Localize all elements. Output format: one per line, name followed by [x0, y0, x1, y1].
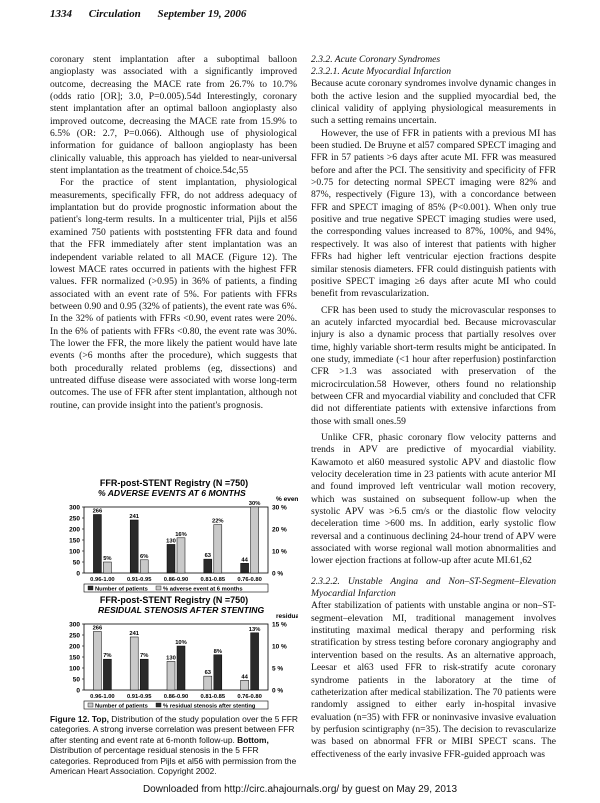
y-tick-label: 100: [69, 548, 80, 556]
y-tick-label: 300: [69, 504, 80, 512]
legend-label: % adverse event at 6 months: [163, 586, 243, 593]
y-tick-label: 0: [76, 687, 80, 695]
data-label: 10%: [175, 640, 187, 646]
y-tick-label: 150: [69, 654, 80, 662]
bar-percent: [214, 655, 222, 690]
bar-patients: [204, 559, 212, 573]
y-tick-label: 250: [69, 632, 80, 640]
y2-tick-label: 10 %: [272, 548, 287, 556]
right-axis-label: residua: [276, 613, 298, 620]
left-column: [50, 54, 297, 412]
caption-bottom-text: Distribution of percentage residual stenosis in the 5 FFR categories. Reproduced from Pijls et al56 with permission from the American Heart Association. Copyright 2002.: [50, 745, 297, 777]
data-label: 63: [204, 670, 212, 677]
y-tick-label: 50: [72, 676, 80, 684]
bar-patients: [93, 514, 101, 573]
x-tick-label: 0.86-0.90: [163, 577, 189, 583]
bar-percent: [251, 507, 259, 573]
left-paragraph: coronary stent implantation after a suboptimal balloon angioplasty was associated with a significantly improved outcome, decreasing the MACE rate from 26.7% to 10.7% (odds ratio [OR]; 3.0, P=0.005).54d Interestingly, coronary stent implantation after an optimal balloon angioplasty also improved outcome, decreasing the MACE rate from 15.9% to 6.5% (OR: 2.7, P=0.066). Although use of physiological information for guidance of balloon angioplasty has been clinically valuable, this approach has yielded to near-universal stent implantation as the treatment of choice.54c,55: [50, 54, 297, 177]
y-tick-label: 200: [69, 526, 80, 534]
y-tick-label: 150: [69, 537, 80, 545]
data-label: 16%: [175, 531, 187, 538]
bar-percent: [214, 525, 222, 573]
right-paragraph: However, the use of FFR in patients with a previous MI has been studied. De Bruyne et al57 compared SPECT imaging and FFR in 57 patients >6 days after acute MI. FFR was measured before and after the PCI. The sensitivity and specificity of FFR >0.75 for detecting normal SPECT imaging were 82% and 87%, respectively (Figure 13), with a concordance between FFR and SPECT imaging of 85% (P<0.001). When only true positive and true negative SPECT imaging studies were used, the corresponding values increased to 87%, 100%, and 94%, respectively. It was also of interest that patients with higher FFRs had higher left ventricular ejection fractions despite similar stenosis diameters. FFR could distinguish patients with positive SPECT imaging ≥6 days after acute MI who could benefit from revascularization.: [311, 127, 556, 300]
y2-tick-label: 0 %: [272, 570, 284, 578]
data-label: 63: [204, 553, 212, 560]
data-label: 22%: [211, 518, 224, 525]
legend-swatch: [156, 703, 161, 707]
chart-subtitle: RESIDUAL STENOSIS AFTER STENTING: [98, 605, 265, 615]
x-tick-label: 0.86-0.90: [163, 694, 189, 700]
subsection-heading: 2.3.2.2. Unstable Angina and Non–ST-Segment–Elevation Myocardial Infarction: [311, 575, 556, 600]
y-tick-label: 300: [69, 621, 80, 629]
legend-swatch: [156, 586, 161, 590]
x-tick-label: 0.81-0.85: [200, 694, 226, 700]
caption-top-text: Distribution of the study population over the 5 FFR categories. A strong inverse correlation was present between FFR after stenting and event rate at 6-month follow-up.: [50, 714, 298, 745]
x-tick-label: 0.96-1.00: [90, 694, 115, 700]
legend-label: Number of patients: [95, 586, 148, 593]
y2-tick-label: 0 %: [272, 687, 284, 695]
left-paragraph: For the practice of stent implantation, physiological measurements, specifically FFR, do not address adequacy of implantation but do provide prognostic information about the patient's long-term results. In a multicenter trial, Pijls et al56 examined 750 patients with poststenting FFR data and found that the FFR immediately after stent implantation was an independent variable related to all MACE (Figure 12). The lowest MACE rates occurred in patients with the highest FFR values. FFR normalized (>0.95) in 36% of patients, a finding associated with an event rate of 5%. For patients with FFRs between 0.90 and 0.95 (32% of patients), the event rate was 6%. In the 32% of patients with FFRs <0.90, event rates were 20%. In the 6% of patients with FFRs <0.80, the event rate was 30%. The lower the FFR, the more likely the patient would have late events (>6 months after the procedure), which suggests that both procedurally related problems (eg, dissections) and untreated diffuse disease were associated with worse long-term outcomes. The use of FFR after stent implantation, although not routine, can provide insight into the patient's prognosis.: [50, 177, 297, 411]
data-label: 7%: [140, 653, 149, 660]
running-header: [50, 8, 260, 20]
y-tick-label: 0: [76, 570, 80, 578]
issue-date: September 19, 2006: [157, 8, 247, 20]
data-label: 130: [166, 538, 176, 545]
y2-tick-label: 20 %: [272, 526, 287, 534]
data-label: 266: [92, 508, 103, 515]
right-column: [311, 54, 556, 761]
bar-percent: [140, 560, 148, 573]
bar-patients: [130, 637, 138, 690]
data-label: 241: [129, 630, 140, 637]
right-paragraph: CFR has been used to study the microvascular responses to an acutely infarcted myocardial bed. Because microvascular injury is also a dynamic process that partially resolves over time, highly variable short-term results might be anticipated. In one study, immediate (<1 hour after reperfusion) postinfarction CFR >1.3 was associated with preservation of the microcirculation.58 However, others found no relationship between CFR and myocardial viability and concluded that CFR did not differentiate patients with extensive infarctions from those with small ones.59: [311, 304, 556, 427]
figure-12-bottom-chart: [50, 594, 298, 715]
y-tick-label: 200: [69, 643, 80, 651]
legend-label: Number of patients: [95, 703, 148, 710]
bar-patients: [93, 631, 101, 690]
x-tick-label: 0.91-0.95: [126, 694, 152, 700]
right-paragraph: Unlike CFR, phasic coronary flow velocity patterns and trends in APV are predictive of myocardial viability. Kawamoto et al60 measured systolic APV and diastolic flow velocity deceleration time in 23 patients with acute anterior MI and found improved left ventricular wall motion recovery, which was sustained on subsequent follow-up when the systolic APV was >6.5 cm/s or the diastolic flow velocity deceleration time >600 ms. In addition, early systolic flow reversal and a continuous declining 24-hour trend of APV were associated with worse regional wall motion abnormalities and lower ejection fractions at follow-up after acute MI.61,62: [311, 431, 556, 567]
legend-label: % residual stenosis after stenting: [163, 703, 256, 710]
section-heading: 2.3.2. Acute Coronary Syndromes: [311, 54, 441, 65]
data-label: 8%: [213, 648, 222, 655]
y2-tick-label: 15 %: [272, 621, 287, 629]
download-footer: Downloaded from http://circ.ahajournals.org/ by guest on May 29, 2013: [142, 784, 458, 795]
data-label: 44: [241, 557, 248, 564]
data-label: 266: [92, 625, 103, 632]
bar-percent: [177, 646, 185, 690]
bar-patients: [167, 544, 175, 573]
bar-percent: [177, 538, 185, 573]
y2-tick-label: 5 %: [272, 665, 284, 673]
caption-bottom-label: Bottom,: [237, 734, 269, 745]
x-tick-label: 0.76-0.80: [237, 577, 262, 583]
adverse-events-chart: [50, 477, 298, 593]
bar-patients: [241, 680, 249, 690]
bar-patients: [167, 661, 175, 690]
chart-title: FFR-post-STENT Registry (N =750): [99, 595, 249, 605]
data-label: 5%: [103, 556, 112, 562]
figure-label: Figure 12.: [50, 714, 90, 724]
bar-patients: [204, 676, 212, 690]
bar-percent: [140, 659, 148, 690]
data-label: 6%: [140, 553, 149, 560]
bar-patients: [241, 563, 249, 573]
residual-stenosis-chart: [50, 594, 298, 710]
bar-patients: [130, 520, 138, 573]
journal-name: Circulation: [88, 8, 141, 20]
x-tick-label: 0.96-1.00: [90, 577, 115, 583]
subsection-heading: 2.3.2.1. Acute Myocardial Infarction: [311, 66, 452, 77]
legend-swatch: [88, 586, 93, 590]
bar-percent: [103, 562, 111, 573]
right-axis-label: % even: [276, 496, 298, 503]
right-paragraph: Because acute coronary syndromes involve dynamic changes in both the active lesion and the supplied myocardial bed, the clinical validity of applying physiological measurements in such a setting remains uncertain.: [311, 78, 556, 127]
page-number: 1334: [50, 8, 72, 20]
bar-percent: [103, 659, 111, 690]
y-tick-label: 50: [72, 559, 80, 567]
x-tick-label: 0.76-0.80: [237, 694, 262, 700]
figure-caption: [50, 714, 300, 776]
y-tick-label: 100: [69, 665, 80, 673]
y2-tick-label: 10 %: [272, 643, 287, 651]
caption-top-label: Top,: [91, 714, 109, 724]
chart-title: FFR-post-STENT Registry (N =750): [99, 478, 249, 488]
x-tick-label: 0.91-0.95: [126, 577, 152, 583]
data-label: 241: [129, 513, 140, 520]
data-label: 130: [166, 655, 176, 662]
legend-swatch: [88, 703, 93, 707]
y-tick-label: 250: [69, 515, 80, 523]
data-label: 44: [241, 674, 248, 681]
figure-12-top-chart: [50, 477, 298, 598]
data-label: 7%: [103, 653, 112, 660]
x-tick-label: 0.81-0.85: [200, 577, 226, 583]
chart-subtitle: % ADVERSE EVENTS AT 6 MONTHS: [98, 488, 246, 498]
data-label: 13%: [248, 626, 261, 633]
y2-tick-label: 30 %: [272, 504, 287, 512]
right-paragraph: After stabilization of patients with unstable angina or non–ST-segment–elevation MI, traditional management involves instituting maximal medical therapy and performing risk stratification by stress testing before coronary angiography and intervention based on the results. As an alternative approach, Leesar et al63 used FFR to risk-stratify acute coronary syndrome patients in the laboratory at the time of catheterization after medical stabilization. The 70 patients were randomly assigned to either early in-hospital invasive evaluation (n=35) with FFR or noninvasive invasive evaluation by perfusion scintigraphy (n=35). The decision to revascularize was based on abnormal FFR or MIBI SPECT scans. The effectiveness of the early invasive FFR-guided approach was: [311, 600, 556, 760]
bar-percent: [251, 633, 259, 690]
data-label: 30%: [248, 501, 261, 507]
